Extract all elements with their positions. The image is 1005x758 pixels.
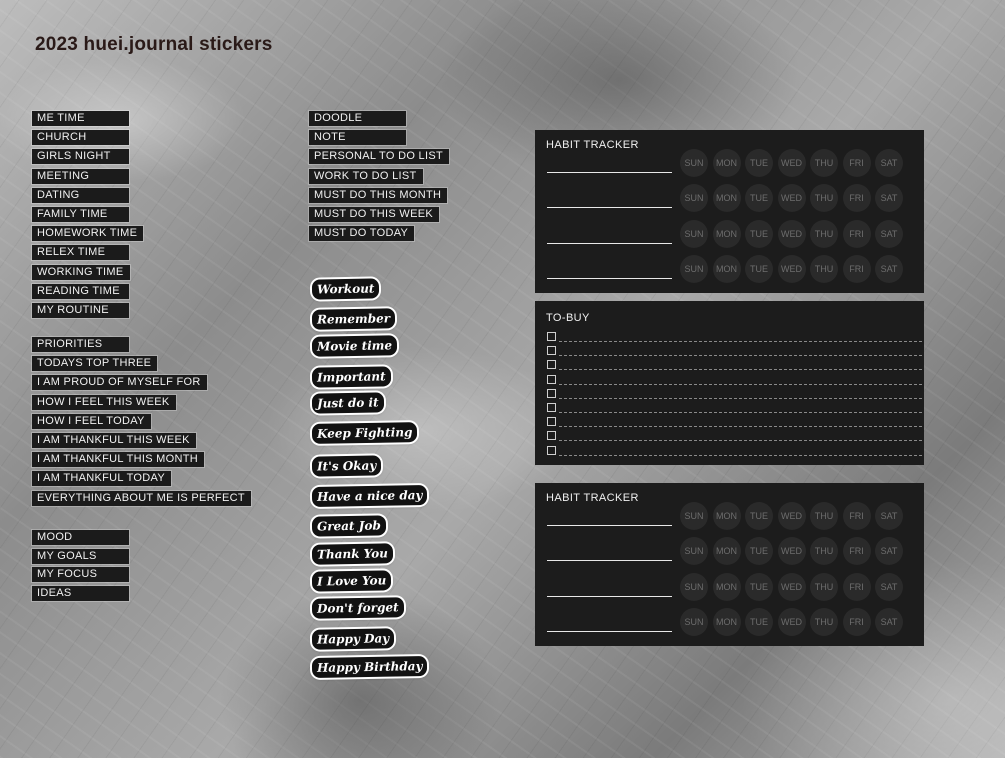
day-circle: MON <box>713 537 741 565</box>
to-buy-title: TO-BUY <box>546 312 590 324</box>
day-circle: WED <box>778 149 806 177</box>
day-circle: SAT <box>875 255 903 283</box>
dashed-line <box>559 398 922 399</box>
sticker-label: TODAYS TOP THREE <box>32 356 157 371</box>
day-circle: SUN <box>680 537 708 565</box>
checkbox[interactable] <box>547 417 556 426</box>
sticker-label: PERSONAL TO DO LIST <box>309 149 449 164</box>
script-sticker: Happy Birthday <box>312 656 428 678</box>
day-circle: SUN <box>680 184 708 212</box>
habit-row <box>535 255 924 285</box>
script-sticker: Remember <box>312 308 395 329</box>
checkbox[interactable] <box>547 332 556 341</box>
habit-name-line <box>547 631 672 632</box>
day-circle: THU <box>810 255 838 283</box>
day-circle: WED <box>778 573 806 601</box>
checkbox[interactable] <box>547 375 556 384</box>
habit-row <box>535 608 924 638</box>
script-sticker: Don't forget <box>312 597 404 619</box>
habit-row <box>535 184 924 214</box>
to-buy-item <box>547 330 922 344</box>
sticker-label: I AM THANKFUL THIS WEEK <box>32 433 196 448</box>
sticker-label: HOW I FEEL TODAY <box>32 414 151 429</box>
script-sticker: Thank You <box>312 543 393 564</box>
checkbox[interactable] <box>547 446 556 455</box>
sticker-label: MY FOCUS <box>32 567 129 582</box>
sticker-label: I AM THANKFUL THIS MONTH <box>32 452 204 467</box>
sticker-label: EVERYTHING ABOUT ME IS PERFECT <box>32 491 251 506</box>
script-sticker: Movie time <box>312 335 397 356</box>
habit-row <box>535 220 924 250</box>
day-circle: MON <box>713 255 741 283</box>
day-circle: THU <box>810 502 838 530</box>
dashed-line <box>559 341 922 342</box>
sticker-label: IDEAS <box>32 586 129 601</box>
habit-name-line <box>547 278 672 279</box>
dashed-line <box>559 369 922 370</box>
day-circle: WED <box>778 537 806 565</box>
script-sticker: Keep Fighting <box>312 422 418 444</box>
dashed-line <box>559 455 922 456</box>
habit-row <box>535 537 924 567</box>
day-circle: MON <box>713 220 741 248</box>
day-circle: TUE <box>745 184 773 212</box>
day-circle: WED <box>778 184 806 212</box>
dashed-line <box>559 384 922 385</box>
day-circle: TUE <box>745 149 773 177</box>
to-buy-item <box>547 387 922 401</box>
sticker-label: MOOD <box>32 530 129 545</box>
day-circle: SUN <box>680 573 708 601</box>
to-buy-panel <box>535 301 924 465</box>
habit-name-line <box>547 172 672 173</box>
day-circle: SUN <box>680 608 708 636</box>
day-circle: THU <box>810 573 838 601</box>
to-buy-item <box>547 429 922 443</box>
day-circle: TUE <box>745 502 773 530</box>
day-circle: SUN <box>680 502 708 530</box>
sticker-label: WORKING TIME <box>32 265 130 280</box>
day-circle: MON <box>713 184 741 212</box>
sticker-label: HOW I FEEL THIS WEEK <box>32 395 176 410</box>
day-circle: MON <box>713 608 741 636</box>
sticker-label: DOODLE <box>309 111 406 126</box>
sticker-label: CHURCH <box>32 130 129 145</box>
habit-row <box>535 149 924 179</box>
day-circle: FRI <box>843 255 871 283</box>
sticker-label: MUST DO THIS MONTH <box>309 188 447 203</box>
habit-tracker-title-1: HABIT TRACKER <box>546 139 639 151</box>
day-circle: TUE <box>745 573 773 601</box>
sticker-label: HOMEWORK TIME <box>32 226 143 241</box>
day-circle: SAT <box>875 184 903 212</box>
habit-row <box>535 502 924 532</box>
day-circle: FRI <box>843 220 871 248</box>
to-buy-item <box>547 373 922 387</box>
day-circle: SUN <box>680 255 708 283</box>
sticker-label: RELEX TIME <box>32 245 129 260</box>
page-title: 2023 huei.journal stickers <box>35 34 273 55</box>
day-circle: TUE <box>745 537 773 565</box>
sticker-label: WORK TO DO LIST <box>309 169 423 184</box>
script-sticker: Important <box>312 366 391 387</box>
dashed-line <box>559 412 922 413</box>
day-circle: SUN <box>680 220 708 248</box>
day-circle: MON <box>713 149 741 177</box>
day-circle: FRI <box>843 537 871 565</box>
script-sticker: It's Okay <box>312 455 382 476</box>
habit-name-line <box>547 525 672 526</box>
checkbox[interactable] <box>547 431 556 440</box>
script-sticker: I Love You <box>312 570 392 591</box>
day-circle: WED <box>778 220 806 248</box>
day-circle: WED <box>778 502 806 530</box>
checkbox[interactable] <box>547 360 556 369</box>
day-circle: TUE <box>745 220 773 248</box>
day-circle: TUE <box>745 608 773 636</box>
habit-name-line <box>547 560 672 561</box>
day-circle: THU <box>810 184 838 212</box>
day-circle: SAT <box>875 149 903 177</box>
script-sticker: Just do it <box>312 392 384 413</box>
habit-tracker-title-2: HABIT TRACKER <box>546 492 639 504</box>
day-circle: MON <box>713 573 741 601</box>
day-circle: FRI <box>843 502 871 530</box>
sticker-label: MY ROUTINE <box>32 303 129 318</box>
sticker-label: MUST DO TODAY <box>309 226 414 241</box>
sticker-label: NOTE <box>309 130 406 145</box>
habit-name-line <box>547 207 672 208</box>
sticker-label: ME TIME <box>32 111 129 126</box>
dashed-line <box>559 440 922 441</box>
day-circle: THU <box>810 149 838 177</box>
sticker-label: FAMILY TIME <box>32 207 129 222</box>
habit-name-line <box>547 243 672 244</box>
script-sticker: Happy Day <box>312 628 395 649</box>
sticker-label: READING TIME <box>32 284 129 299</box>
day-circle: FRI <box>843 184 871 212</box>
sticker-label: DATING <box>32 188 129 203</box>
sticker-label: MUST DO THIS WEEK <box>309 207 439 222</box>
sticker-label: I AM PROUD OF MYSELF FOR <box>32 375 207 390</box>
day-circle: SAT <box>875 502 903 530</box>
day-circle: FRI <box>843 149 871 177</box>
habit-tracker-panel-2 <box>535 483 924 646</box>
habit-name-line <box>547 596 672 597</box>
sticker-label: MY GOALS <box>32 549 129 564</box>
sticker-label: PRIORITIES <box>32 337 129 352</box>
day-circle: SUN <box>680 149 708 177</box>
to-buy-item <box>547 401 922 415</box>
day-circle: SAT <box>875 573 903 601</box>
script-sticker: Have a nice day <box>312 485 428 507</box>
habit-row <box>535 573 924 603</box>
to-buy-item <box>547 415 922 429</box>
day-circle: THU <box>810 608 838 636</box>
day-circle: WED <box>778 255 806 283</box>
day-circle: THU <box>810 220 838 248</box>
script-sticker: Workout <box>312 278 380 299</box>
habit-tracker-panel-1 <box>535 130 924 293</box>
day-circle: WED <box>778 608 806 636</box>
checkbox[interactable] <box>547 346 556 355</box>
day-circle: TUE <box>745 255 773 283</box>
day-circle: THU <box>810 537 838 565</box>
checkbox[interactable] <box>547 389 556 398</box>
day-circle: FRI <box>843 608 871 636</box>
sticker-label: I AM THANKFUL TODAY <box>32 471 171 486</box>
to-buy-item <box>547 344 922 358</box>
day-circle: FRI <box>843 573 871 601</box>
day-circle: MON <box>713 502 741 530</box>
dashed-line <box>559 426 922 427</box>
to-buy-item <box>547 444 922 458</box>
day-circle: SAT <box>875 537 903 565</box>
script-sticker: Great Job <box>312 515 386 536</box>
day-circle: SAT <box>875 608 903 636</box>
sticker-label: GIRLS NIGHT <box>32 149 129 164</box>
day-circle: SAT <box>875 220 903 248</box>
dashed-line <box>559 355 922 356</box>
sticker-label: MEETING <box>32 169 129 184</box>
to-buy-item <box>547 358 922 372</box>
checkbox[interactable] <box>547 403 556 412</box>
